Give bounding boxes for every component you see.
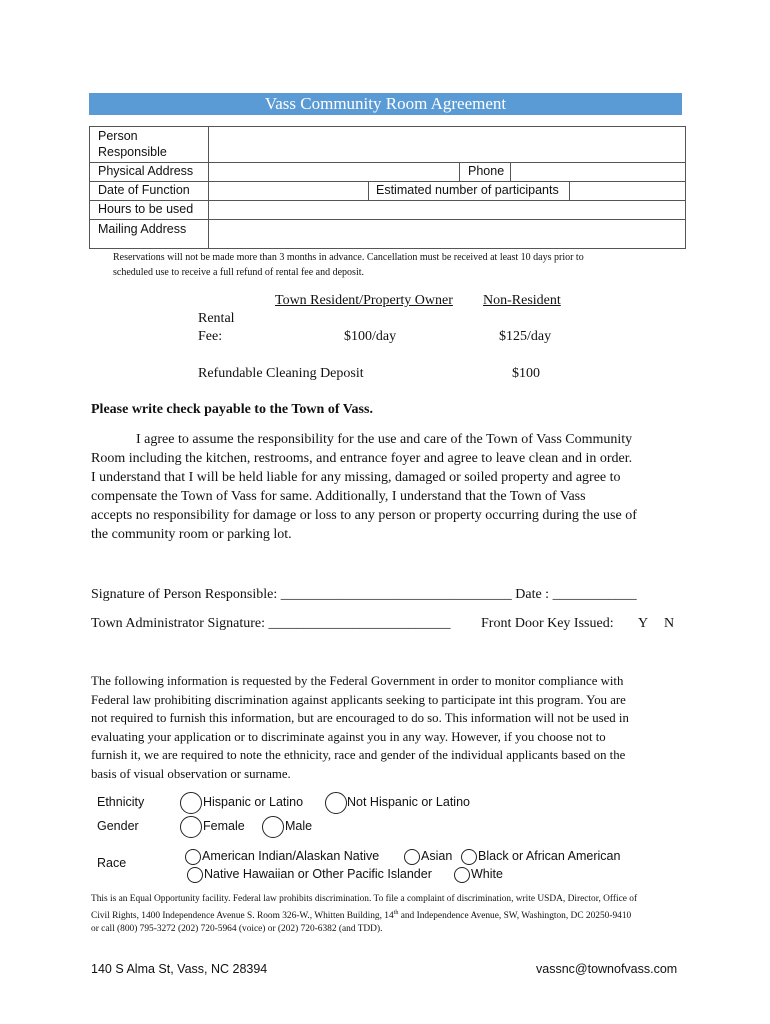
hispanic-option-label: Hispanic or Latino	[203, 795, 304, 809]
not-hispanic-radio[interactable]	[325, 792, 347, 814]
eo-line-2: Civil Rights, 1400 Independence Avenue S. Room 326-W., Whitten Building, 14th and Independence Avenue, SW, Washington, DC 20250-9410	[91, 909, 632, 921]
admin-signature-line[interactable]: Town Administrator Signature: __________________________	[91, 616, 451, 631]
american-indian-option-label: American Indian/Alaskan Native	[202, 849, 380, 863]
deposit-label: Refundable Cleaning Deposit	[198, 366, 364, 381]
date-of-function-label: Date of Function	[98, 183, 190, 197]
person-responsible-field[interactable]	[210, 128, 684, 161]
hispanic-radio[interactable]	[180, 792, 202, 814]
physical-address-label: Physical Address	[98, 164, 194, 178]
mailing-address-field[interactable]	[210, 220, 684, 248]
hours-used-field[interactable]	[210, 201, 684, 218]
deposit-value: $100	[512, 366, 540, 381]
rental-fee-nonresident: $125/day	[499, 329, 552, 344]
hawaiian-option-label: Native Hawaiian or Other Pacific Islander	[204, 867, 432, 881]
black-radio[interactable]	[461, 849, 477, 865]
agreement-line: the community room or parking lot.	[91, 527, 292, 542]
physical-address-field[interactable]	[210, 163, 458, 180]
footer-address: 140 S Alma St, Vass, NC 28394	[91, 962, 268, 976]
fee-header-nonresident: Non-Resident	[483, 293, 561, 308]
fee-header-resident: Town Resident/Property Owner	[275, 293, 453, 308]
asian-option-label: Asian	[421, 849, 453, 863]
document-title: Vass Community Room Agreement	[89, 93, 682, 115]
white-radio[interactable]	[454, 867, 470, 883]
white-option-label: White	[471, 867, 503, 881]
front-door-key-label: Front Door Key Issued:	[481, 616, 614, 631]
rental-fee-label-2: Fee:	[198, 329, 223, 344]
male-radio[interactable]	[262, 816, 284, 838]
rental-fee-resident: $100/day	[344, 329, 397, 344]
person-responsible-label-2: Responsible	[98, 145, 167, 159]
rental-fee-label: Rental	[198, 311, 235, 326]
info-table	[89, 126, 686, 249]
federal-line: basis of visual observation or surname.	[91, 766, 291, 781]
key-issued-yes[interactable]: Y	[638, 616, 649, 631]
agreement-line: I understand that I will be held liable for any missing, damaged or soiled property and agree to	[91, 470, 621, 485]
agreement-line: I agree to assume the responsibility for the use and care of the Town of Vass Community	[136, 432, 633, 447]
federal-line: furnish it, we are required to note the ethnicity, race and gender of the individual applicants based on the	[91, 748, 626, 762]
not-hispanic-option-label: Not Hispanic or Latino	[347, 795, 470, 809]
estimated-participants-label: Estimated number of participants	[376, 183, 559, 197]
hawaiian-radio[interactable]	[187, 867, 203, 883]
federal-line: Federal law prohibiting discrimination against applicants seeking to participate int this program. You are	[91, 692, 626, 707]
federal-notice	[91, 672, 629, 783]
federal-line: not required to furnish this information, but are encouraged to do so. This information will not be used in	[91, 711, 629, 725]
eo-line: This is an Equal Opportunity facility. Federal law prohibits discrimination. To file a complaint of discrimination, write USDA, Director, Office of	[91, 894, 638, 904]
footer-email[interactable]: vassnc@townofvass.com	[536, 962, 678, 976]
gender-label: Gender	[97, 819, 139, 833]
reservation-note: Reservations will not be made more than 3 months in advance. Cancellation must be received at least 10 days prior to	[113, 252, 584, 263]
phone-label: Phone	[468, 164, 505, 178]
date-of-function-field[interactable]	[210, 182, 367, 199]
agreement-line: Room including the kitchen, restrooms, and entrance foyer and agree to leave clean and in order.	[91, 451, 633, 466]
person-responsible-label: Person	[98, 129, 138, 143]
asian-radio[interactable]	[404, 849, 420, 865]
mailing-address-label: Mailing Address	[98, 222, 187, 236]
agreement-line: accepts no responsibility for damage or loss to any person or property occurring during the use of	[91, 508, 637, 523]
key-issued-no[interactable]: N	[664, 616, 675, 631]
race-label: Race	[97, 856, 127, 870]
hours-used-label: Hours to be used	[98, 202, 194, 216]
female-option-label: Female	[203, 819, 245, 833]
equal-opportunity-statement	[91, 893, 637, 937]
female-radio[interactable]	[180, 816, 202, 838]
federal-line: The following information is requested by the Federal Government in order to monitor compliance with	[91, 674, 624, 688]
eo-line: or call (800) 795-3272 (202) 720-5964 (voice) or (202) 720-6382 (and TDD).	[91, 924, 383, 935]
black-option-label: Black or African American	[478, 849, 621, 863]
estimated-participants-field[interactable]	[571, 182, 684, 199]
reservation-note-2: scheduled use to receive a full refund of rental fee and deposit.	[113, 267, 365, 278]
phone-field[interactable]	[512, 163, 684, 180]
american-indian-radio[interactable]	[185, 849, 201, 865]
ethnicity-label: Ethnicity	[97, 795, 145, 809]
agreement-line: compensate the Town of Vass for same. Additionally, I understand that the Town of Vass	[91, 489, 586, 504]
federal-line: evaluating your application or to discriminate against you in any way. However, if you choose not to	[91, 729, 606, 744]
person-signature-line[interactable]: Signature of Person Responsible: _________________________________ Date : ____________	[91, 587, 637, 602]
male-option-label: Male	[285, 819, 313, 833]
check-payable-note: Please write check payable to the Town of Vass.	[91, 402, 373, 417]
